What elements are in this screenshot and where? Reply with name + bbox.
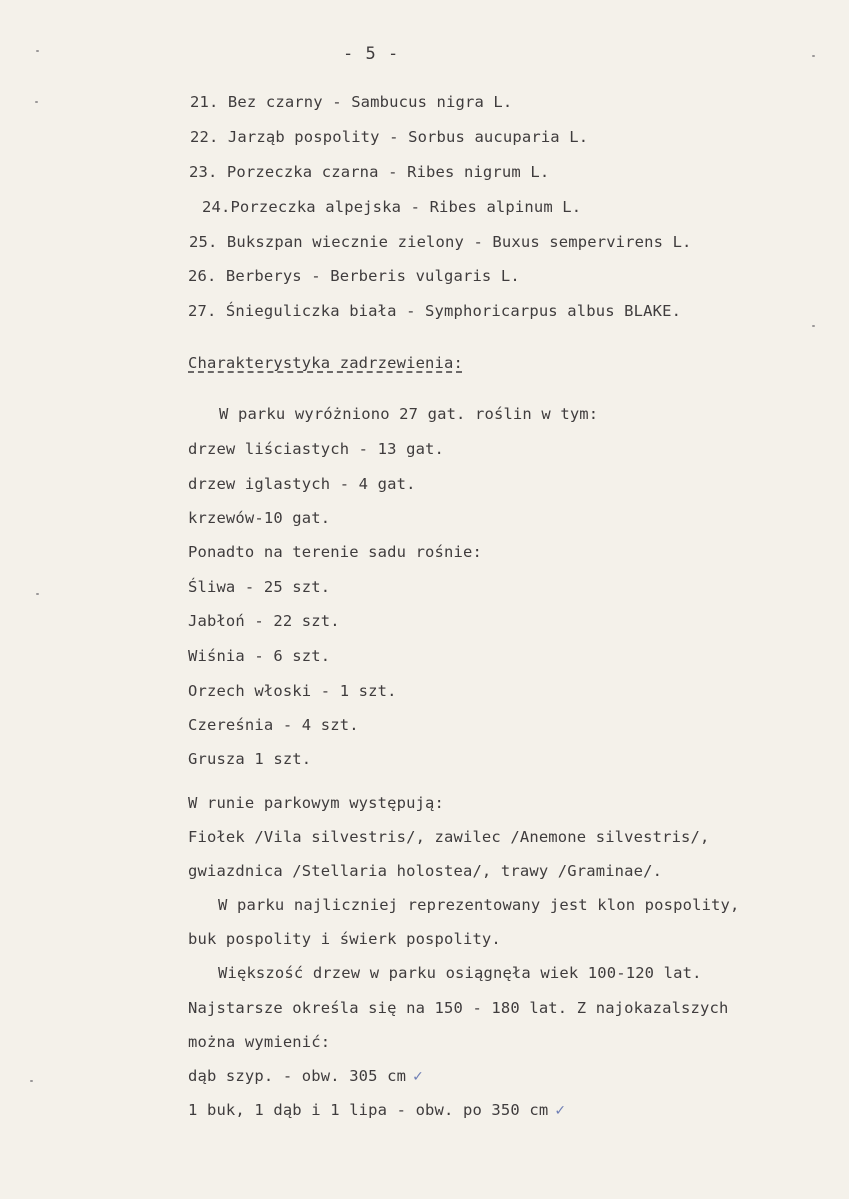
- summary-item: krzewów-10 gat.: [188, 509, 331, 527]
- notable-tree-text: dąb szyp. - obw. 305 cm: [188, 1067, 407, 1085]
- orchard-item: Czereśnia - 4 szt.: [188, 716, 359, 734]
- notable-tree: [188, 1103, 566, 1119]
- orchard-item: Orzech włoski - 1 szt.: [188, 682, 397, 700]
- orchard-item: Wiśnia - 6 szt.: [188, 647, 331, 665]
- orchard-item: Śliwa - 25 szt.: [188, 578, 331, 596]
- notable-tree: [188, 1069, 424, 1085]
- paragraph-line: można wymienić:: [188, 1033, 331, 1051]
- species-item: 25. Bukszpan wiecznie zielony - Buxus sempervirens L.: [189, 233, 692, 251]
- undergrowth-intro: W runie parkowym występują:: [188, 794, 445, 812]
- notable-tree-text: 1 buk, 1 dąb i 1 lipa - obw. po 350 cm: [188, 1101, 549, 1119]
- undergrowth-line: gwiazdnica /Stellaria holostea/, trawy /Graminae/.: [188, 862, 663, 880]
- paragraph-line: buk pospolity i świerk pospolity.: [188, 930, 501, 948]
- paragraph-line: W parku najliczniej reprezentowany jest klon pospolity,: [218, 896, 740, 914]
- checkmark-icon: ✓: [554, 1103, 567, 1119]
- paragraph-line: Najstarsze określa się na 150 - 180 lat. Z najokazalszych: [188, 999, 729, 1017]
- page-number: - 5 -: [343, 44, 400, 64]
- section-heading: Charakterystyka zadrzewienia:: [188, 354, 463, 372]
- species-item: 21. Bez czarny - Sambucus nigra L.: [190, 93, 513, 111]
- paragraph-line: Większość drzew w parku osiągnęła wiek 100-120 lat.: [218, 964, 702, 982]
- paper-speck: [812, 325, 815, 327]
- paper-speck: [35, 101, 38, 103]
- paper-speck: [36, 50, 39, 52]
- paper-speck: [30, 1080, 33, 1082]
- summary-item: drzew liściastych - 13 gat.: [188, 440, 445, 458]
- orchard-item: Jabłoń - 22 szt.: [188, 612, 340, 630]
- undergrowth-line: Fiołek /Vila silvestris/, zawilec /Anemone silvestris/,: [188, 828, 710, 846]
- species-item: 24.Porzeczka alpejska - Ribes alpinum L.: [202, 198, 582, 216]
- summary-intro: W parku wyróżniono 27 gat. roślin w tym:: [219, 405, 599, 423]
- orchard-intro: Ponadto na terenie sadu rośnie:: [188, 543, 482, 561]
- orchard-item: Grusza 1 szt.: [188, 750, 312, 768]
- species-item: 22. Jarząb pospolity - Sorbus aucuparia L.: [190, 128, 589, 146]
- paper-speck: [812, 55, 815, 57]
- species-item: 26. Berberys - Berberis vulgaris L.: [188, 267, 520, 285]
- species-item: 23. Porzeczka czarna - Ribes nigrum L.: [189, 163, 550, 181]
- summary-item: drzew iglastych - 4 gat.: [188, 475, 416, 493]
- checkmark-icon: ✓: [412, 1069, 424, 1085]
- species-item: 27. Śnieguliczka biała - Symphoricarpus albus BLAKE.: [188, 302, 682, 320]
- paper-speck: [36, 593, 39, 595]
